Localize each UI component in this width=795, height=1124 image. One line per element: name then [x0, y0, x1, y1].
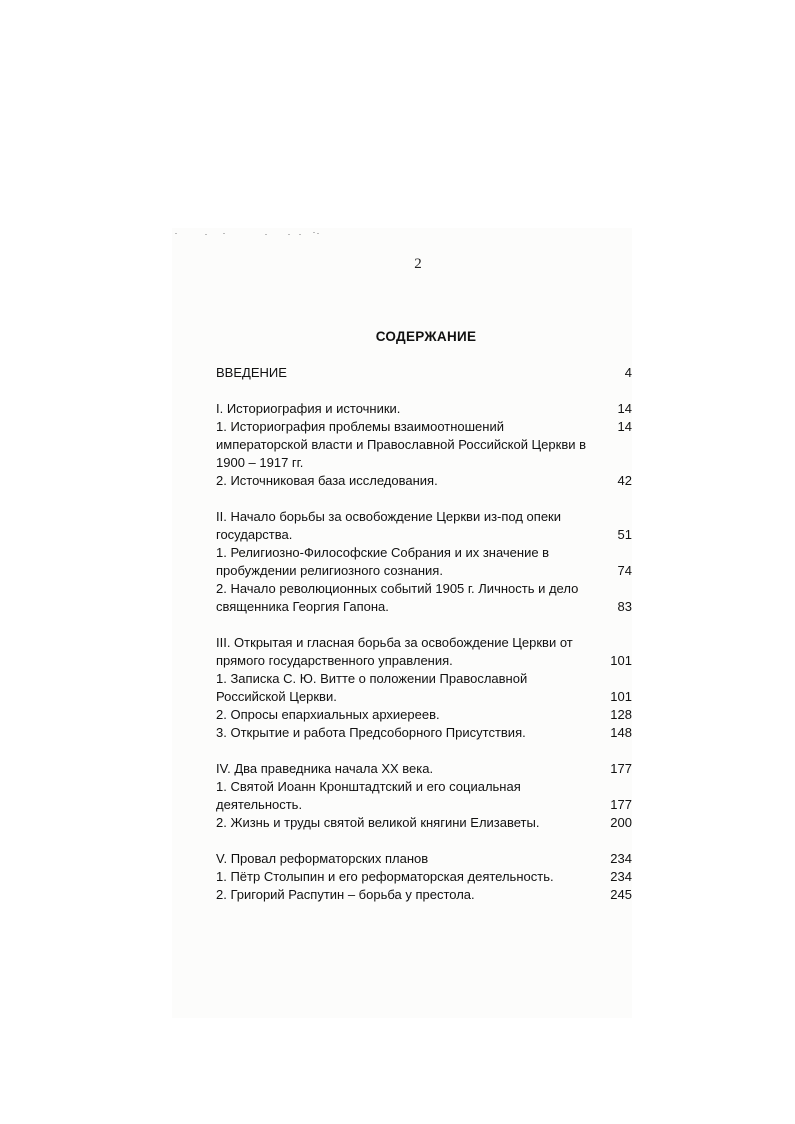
toc-entry-page: 177	[610, 761, 632, 776]
toc-entry-intro[interactable]	[216, 364, 632, 382]
toc-entry-page: 83	[617, 599, 632, 614]
toc-entry-text: II. Начало борьбы за освобождение Церкви из-под опеки государства.	[216, 509, 562, 542]
toc-subsection[interactable]	[216, 724, 632, 742]
toc-subsection[interactable]	[216, 868, 632, 886]
toc-entry-text: 1. Религиозно-Философские Собрания и их значение в пробуждении религиозного сознания.	[216, 545, 550, 578]
toc-entry-page: 14	[617, 419, 632, 434]
toc-entry-page: 177	[610, 797, 632, 812]
toc-entry-page: 74	[617, 563, 632, 578]
toc-entry-text: 1. Историография проблемы взаимоотношений императорской власти и Православной Российской Церкви в 1900 – 1917 гг.	[216, 419, 587, 470]
toc-entry-text: IV. Два праведника начала XX века.	[216, 761, 434, 776]
toc-entry-text: 2. Григорий Распутин – борьба у престола.	[216, 887, 475, 902]
toc-subsection[interactable]	[216, 670, 632, 706]
toc-entry-page: 101	[610, 653, 632, 668]
toc-section	[216, 634, 632, 742]
toc-entry-text: 3. Открытие и работа Предсоборного Присутствия.	[216, 725, 526, 740]
table-of-contents	[216, 364, 632, 904]
toc-entry-text: 1. Святой Иоанн Кронштадтский и его социальная деятельность.	[216, 779, 521, 812]
toc-entry-text: 1. Записка С. Ю. Витте о положении Православной Российской Церкви.	[216, 671, 528, 704]
toc-subsection[interactable]	[216, 418, 632, 472]
toc-entry-page: 4	[624, 365, 632, 380]
toc-chapter[interactable]	[216, 760, 632, 778]
toc-entry-page: 128	[610, 707, 632, 722]
scan-specks	[175, 231, 335, 237]
toc-entry-text: 1. Пётр Столыпин и его реформаторская деятельность.	[216, 869, 554, 884]
toc-entry-page: 101	[610, 689, 632, 704]
toc-entry-page: 51	[617, 527, 632, 542]
toc-entry-page: 234	[610, 869, 632, 884]
toc-section	[216, 850, 632, 904]
toc-section	[216, 508, 632, 616]
toc-subsection[interactable]	[216, 580, 632, 616]
page-number: 2	[414, 256, 422, 272]
toc-entry-page: 200	[610, 815, 632, 830]
toc-chapter[interactable]	[216, 508, 632, 544]
toc-subsection[interactable]	[216, 706, 632, 724]
page-title: СОДЕРЖАНИЕ	[375, 329, 477, 344]
toc-subsection[interactable]	[216, 472, 632, 490]
toc-section	[216, 760, 632, 832]
toc-entry-page: 42	[617, 473, 632, 488]
toc-chapter[interactable]	[216, 850, 632, 868]
toc-section	[216, 400, 632, 490]
toc-entry-text: V. Провал реформаторских планов	[216, 851, 429, 866]
toc-entry-text: 2. Жизнь и труды святой великой княгини Елизаветы.	[216, 815, 540, 830]
toc-entry-page: 234	[610, 851, 632, 866]
toc-entry-text: I. Историография и источники.	[216, 401, 401, 416]
toc-subsection[interactable]	[216, 778, 632, 814]
toc-entry-page: 14	[617, 401, 632, 416]
toc-entry-text: 2. Опросы епархиальных архиереев.	[216, 707, 440, 722]
toc-entry-page: 245	[610, 887, 632, 902]
toc-entry-text: 2. Источниковая база исследования.	[216, 473, 438, 488]
toc-chapter[interactable]	[216, 400, 632, 418]
toc-subsection[interactable]	[216, 544, 632, 580]
toc-subsection[interactable]	[216, 814, 632, 832]
toc-entry-text: 2. Начало революционных событий 1905 г. Личность и дело священника Георгия Гапона.	[216, 581, 579, 614]
toc-entry-text: III. Открытая и гласная борьба за освобождение Церкви от прямого государственного управления.	[216, 635, 573, 668]
toc-subsection[interactable]	[216, 886, 632, 904]
toc-chapter[interactable]	[216, 634, 632, 670]
toc-entry-text: ВВЕДЕНИЕ	[216, 365, 287, 380]
toc-entry-page: 148	[610, 725, 632, 740]
